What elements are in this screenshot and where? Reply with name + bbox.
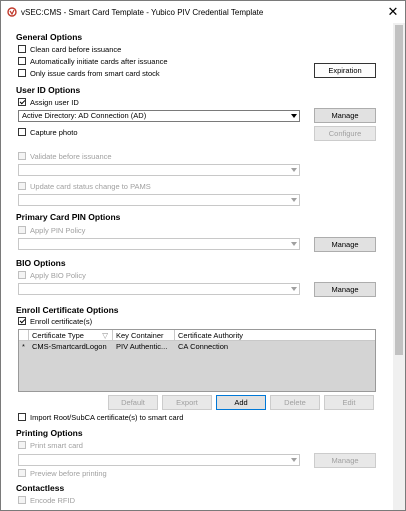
row-marker: * xyxy=(22,342,25,351)
edit-button[interactable]: Edit xyxy=(324,395,374,410)
print-smart-card-option[interactable] xyxy=(18,440,83,450)
clean-card-option[interactable] xyxy=(18,44,121,54)
validate-before-checkbox[interactable] xyxy=(18,152,26,160)
bio-manage-button[interactable]: Manage xyxy=(314,282,376,297)
chevron-down-icon xyxy=(289,165,299,175)
title-bar xyxy=(1,1,405,23)
printing-options-heading: Printing Options xyxy=(16,428,83,438)
chevron-down-icon xyxy=(289,284,299,294)
preview-before-printing-option[interactable] xyxy=(18,468,107,478)
user-id-manage-button[interactable]: Manage xyxy=(314,108,376,123)
directory-select-value: Active Directory: AD Connection (AD) xyxy=(22,111,147,120)
update-status-option[interactable] xyxy=(18,181,151,191)
pin-options-heading: Primary Card PIN Options xyxy=(16,212,121,222)
apply-pin-policy-checkbox[interactable] xyxy=(18,226,26,234)
bio-options-heading: BIO Options xyxy=(16,258,66,268)
import-root-label: Import Root/SubCA certificate(s) to smart card xyxy=(30,412,184,422)
print-smart-card-label: Print smart card xyxy=(30,440,83,450)
chevron-down-icon xyxy=(289,195,299,205)
delete-button[interactable]: Delete xyxy=(270,395,320,410)
import-root-option[interactable] xyxy=(18,412,183,422)
update-status-checkbox[interactable] xyxy=(18,182,26,190)
print-select[interactable] xyxy=(18,454,300,466)
pin-policy-select[interactable] xyxy=(18,238,300,250)
user-id-options-heading: User ID Options xyxy=(16,85,81,95)
default-button[interactable]: Default xyxy=(108,395,158,410)
apply-bio-policy-checkbox[interactable] xyxy=(18,271,26,279)
export-button[interactable]: Export xyxy=(162,395,212,410)
certificate-grid[interactable] xyxy=(18,329,376,392)
chevron-down-icon xyxy=(289,455,299,465)
cell-key-container[interactable]: PIV Authentic... xyxy=(116,342,168,351)
column-certificate-type[interactable] xyxy=(29,330,113,341)
auto-initiate-label: Automatically initiate cards after issuance xyxy=(30,56,168,66)
enroll-certificates-label: Enroll certificate(s) xyxy=(30,316,93,326)
window-title: vSEC:CMS - Smart Card Template - Yubico PIV Credential Template xyxy=(21,8,264,17)
assign-user-id-label: Assign user ID xyxy=(30,97,79,107)
update-select[interactable] xyxy=(18,194,300,206)
encode-rfid-option[interactable] xyxy=(18,495,75,505)
encode-rfid-label: Encode RFID xyxy=(30,495,76,505)
auto-initiate-checkbox[interactable] xyxy=(18,57,26,65)
only-stock-checkbox[interactable] xyxy=(18,69,26,77)
contactless-heading: Contactless xyxy=(16,483,65,493)
assign-user-id-checkbox[interactable] xyxy=(18,98,26,106)
capture-photo-label: Capture photo xyxy=(30,127,78,137)
capture-photo-option[interactable] xyxy=(18,127,78,137)
update-status-label: Update card status change to PAMS xyxy=(30,181,151,191)
capture-photo-checkbox[interactable] xyxy=(18,128,26,136)
cell-certificate-type[interactable]: CMS-SmartcardLogon xyxy=(32,342,107,351)
encode-rfid-checkbox[interactable] xyxy=(18,496,26,504)
column-key-container[interactable]: Key Container xyxy=(113,330,175,341)
bio-policy-select[interactable] xyxy=(18,283,300,295)
cell-certificate-authority[interactable]: CA Connection xyxy=(178,342,229,351)
preview-before-printing-checkbox[interactable] xyxy=(18,469,26,477)
close-button[interactable]: ✕ xyxy=(387,4,399,19)
dialog-content xyxy=(1,23,393,511)
directory-select[interactable] xyxy=(18,110,300,122)
certificate-grid-header xyxy=(19,330,376,341)
enroll-certificates-option[interactable] xyxy=(18,316,92,326)
add-button[interactable]: Add xyxy=(216,395,266,410)
preview-before-printing-label: Preview before printing xyxy=(30,468,107,478)
grid-corner xyxy=(19,330,29,341)
filter-icon[interactable]: ▽ xyxy=(102,331,108,340)
pin-manage-button[interactable]: Manage xyxy=(314,237,376,252)
app-logo-icon xyxy=(7,7,17,17)
clean-card-label: Clean card before issuance xyxy=(30,44,122,54)
configure-button[interactable]: Configure xyxy=(314,126,376,141)
validate-select[interactable] xyxy=(18,164,300,176)
enroll-options-heading: Enroll Certificate Options xyxy=(16,305,119,315)
clean-card-checkbox[interactable] xyxy=(18,45,26,53)
expiration-button[interactable]: Expiration xyxy=(314,63,376,78)
table-row[interactable] xyxy=(19,342,376,352)
general-options-heading: General Options xyxy=(16,32,83,42)
import-root-checkbox[interactable] xyxy=(18,413,26,421)
chevron-down-icon xyxy=(289,111,299,121)
scrollbar-thumb[interactable] xyxy=(395,25,403,355)
column-certificate-type-label: Certificate Type xyxy=(32,331,84,340)
only-stock-label: Only issue cards from smart card stock xyxy=(30,68,160,78)
apply-bio-policy-option[interactable] xyxy=(18,270,86,280)
print-manage-button[interactable]: Manage xyxy=(314,453,376,468)
apply-pin-policy-option[interactable] xyxy=(18,225,85,235)
auto-initiate-option[interactable] xyxy=(18,56,168,66)
validate-before-label: Validate before issuance xyxy=(30,151,112,161)
assign-user-id-option[interactable] xyxy=(18,97,79,107)
apply-bio-policy-label: Apply BIO Policy xyxy=(30,270,86,280)
validate-before-option[interactable] xyxy=(18,151,112,161)
enroll-certificates-checkbox[interactable] xyxy=(18,317,26,325)
chevron-down-icon xyxy=(289,239,299,249)
column-certificate-authority[interactable]: Certificate Authority xyxy=(178,331,244,340)
print-smart-card-checkbox[interactable] xyxy=(18,441,26,449)
only-stock-option[interactable] xyxy=(18,68,160,78)
apply-pin-policy-label: Apply PIN Policy xyxy=(30,225,86,235)
